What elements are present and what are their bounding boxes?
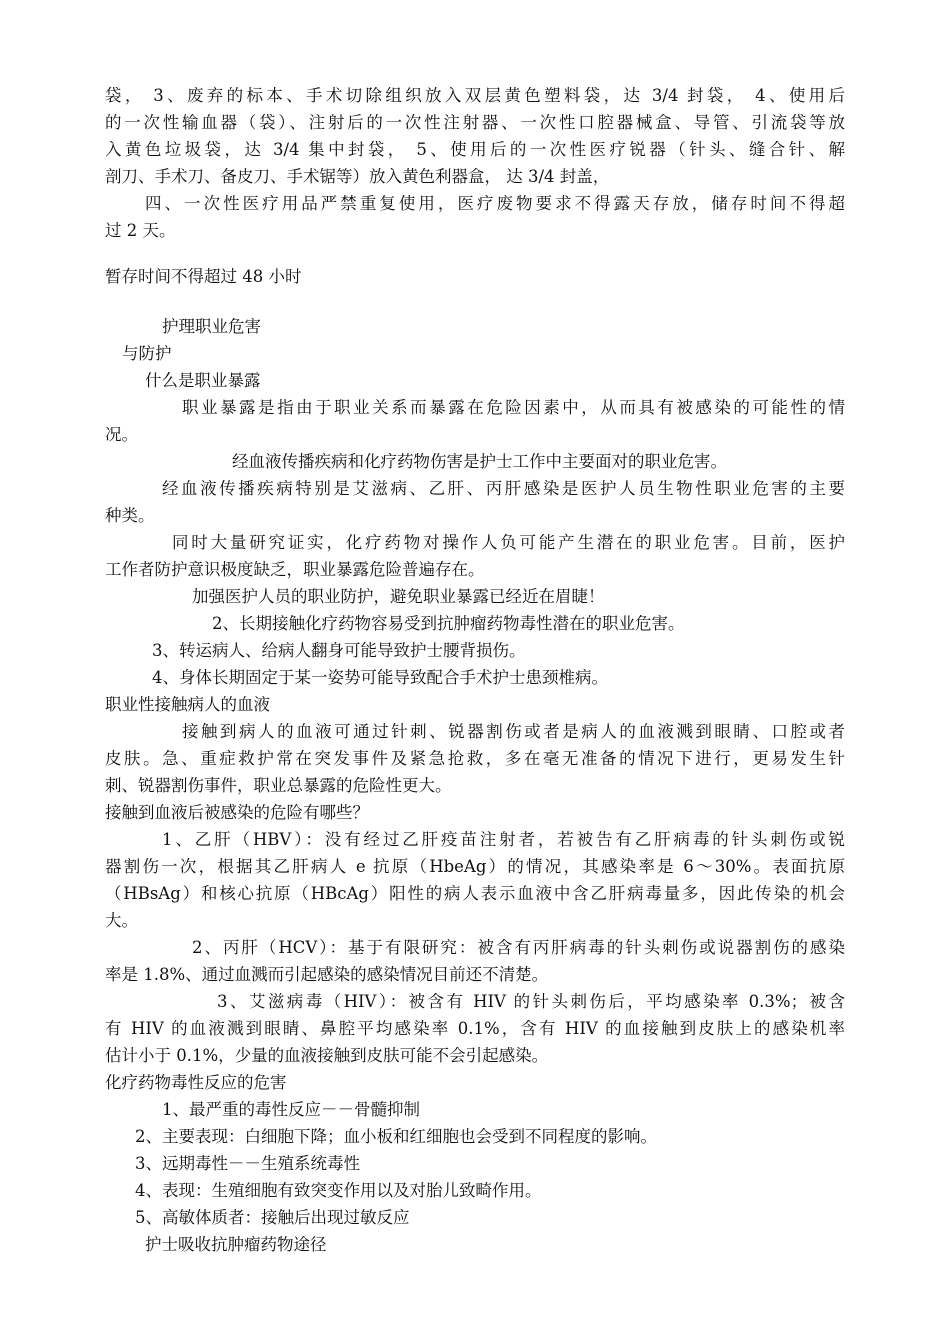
list-item: 5、高敏体质者：接触后出现过敏反应 (135, 1208, 410, 1227)
paragraph-line: 况。 (105, 425, 138, 444)
paragraph-line: 职业暴露是指由于职业关系而暴露在危险因素中，从而具有被感染的可能性的情 (182, 398, 845, 417)
paragraph-line: 袋， 3、废弃的标本、手术切除组织放入双层黄色塑料袋，达 3/4 封袋， 4、使用后 (105, 86, 845, 105)
list-item: 2、长期接触化疗药物容易受到抗肿瘤药物毒性潜在的职业危害。 (212, 614, 685, 633)
paragraph-line: 经血液传播疾病和化疗药物伤害是护士工作中主要面对的职业危害。 (232, 452, 727, 471)
paragraph-line: 入黄色垃圾袋，达 3/4 集中封袋， 5、使用后的一次性医疗锐器（针头、缝合针、解 (105, 140, 845, 159)
paragraph-line: 暂存时间不得超过 48 小时 (105, 267, 302, 286)
paragraph-line: 剖刀、手术刀、备皮刀、手术锯等）放入黄色利器盒， 达 3/4 封盖， (105, 167, 610, 186)
paragraph-line: 皮肤。急、重症救护常在突发事件及紧急抢救，多在毫无准备的情况下进行，更易发生针 (105, 749, 845, 768)
list-item: 3、远期毒性－－生殖系统毒性 (135, 1154, 360, 1173)
paragraph-line: 四、一次性医疗用品严禁重复使用，医疗废物要求不得露天存放，储存时间不得超 (145, 194, 845, 213)
list-item: 3、艾滋病毒（HIV）：被含有 HIV 的针头刺伤后，平均感染率 0.3%；被含 (217, 992, 845, 1011)
paragraph-line: 加强医护人员的职业防护，避免职业暴露已经近在眉睫！ (192, 587, 605, 606)
paragraph-line: 的一次性输血器（袋）、注射后的一次性注射器、一次性口腔器械盒、导管、引流袋等放 (105, 113, 845, 132)
paragraph-line: 工作者防护意识极度缺乏，职业暴露危险普遍存在。 (105, 560, 485, 579)
paragraph-line: 刺、锐器割伤事件，职业总暴露的危险性更大。 (105, 776, 452, 795)
section-heading: 护理职业危害 (162, 317, 261, 336)
paragraph-line: 估计小于 0.1%，少量的血液接触到皮肤可能不会引起感染。 (105, 1046, 549, 1065)
paragraph-line: 同时大量研究证实，化疗药物对操作人负可能产生潜在的职业危害。目前，医护 (172, 533, 845, 552)
section-heading: 与防护 (122, 344, 172, 363)
list-item: 4、身体长期固定于某一姿势可能导致配合手术护士患颈椎病。 (152, 668, 608, 687)
section-heading: 职业性接触病人的血液 (105, 695, 270, 714)
list-item: 1、最严重的毒性反应－－骨髓抑制 (162, 1100, 420, 1119)
paragraph-line: 接触到病人的血液可通过针刺、锐器割伤或者是病人的血液溅到眼睛、口腔或者 (182, 722, 845, 741)
section-heading: 接触到血液后被感染的危险有哪些？ (105, 803, 369, 822)
list-item: 2、丙肝（HCV）：基于有限研究：被含有丙肝病毒的针头刺伤或说器割伤的感染 (192, 938, 845, 957)
section-heading: 化疗药物毒性反应的危害 (105, 1073, 287, 1092)
list-item: 2、主要表现：白细胞下降；血小板和红细胞也会受到不同程度的影响。 (135, 1127, 657, 1146)
list-item: 3、转运病人、给病人翻身可能导致护士腰背损伤。 (152, 641, 526, 660)
paragraph-line: 种类。 (105, 506, 155, 525)
list-item: 1、乙肝（HBV）：没有经过乙肝疫苗注射者，若被告有乙肝病毒的针头刺伤或锐 (162, 830, 845, 849)
section-heading: 什么是职业暴露 (145, 371, 261, 390)
paragraph-line: 大。 (105, 911, 138, 930)
list-item: 4、表现：生殖细胞有致突变作用以及对胎儿致畸作用。 (135, 1181, 542, 1200)
paragraph-line: 器割伤一次，根据其乙肝病人 e 抗原（HbeAg）的情况，其感染率是 6～30%。表面抗原 (105, 857, 845, 876)
paragraph-line: 有 HIV 的血液溅到眼睛、鼻腔平均感染率 0.1%，含有 HIV 的血接触到皮肤上的感染机率 (105, 1019, 845, 1038)
paragraph-line: 经血液传播疾病特别是艾滋病、乙肝、丙肝感染是医护人员生物性职业危害的主要 (162, 479, 845, 498)
paragraph-line: （HBsAg）和核心抗原（HBcAg）阳性的病人表示血液中含乙肝病毒量多，因此传染的机会 (105, 884, 845, 903)
paragraph-line: 率是 1.8%、通过血溅而引起感染的感染情况目前还不清楚。 (105, 965, 549, 984)
section-heading: 护士吸收抗肿瘤药物途径 (145, 1235, 327, 1254)
paragraph-line: 过 2 天。 (105, 221, 176, 240)
